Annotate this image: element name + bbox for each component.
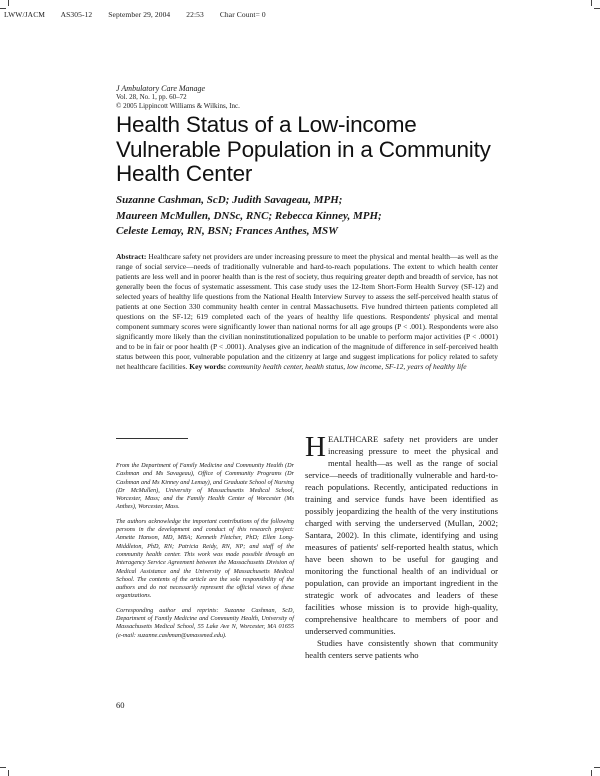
crop-mark — [594, 8, 600, 9]
journal-name: J Ambulatory Care Manage — [116, 84, 206, 93]
journal-volume: Vol. 28, No. 1, pp. 60–72 — [116, 93, 187, 101]
print-date: September 29, 2004 — [108, 10, 171, 19]
body-paragraph: Studies have consistently shown that community health centers serve patients who — [305, 638, 498, 660]
journal-copyright: © 2005 Lippincott Williams & Wilkins, Inc. — [116, 102, 240, 110]
journal-citation — [116, 84, 240, 111]
keywords-label: Key words: — [189, 362, 227, 371]
footnote-divider — [116, 438, 188, 439]
body-paragraph-text: EALTHCARE safety net providers are under increasing pressure to meet the physical and mental health—as well as the range of social service—needs of traditionally vulnerable and hard-to-reach populations. Recently, anticipated reductions in training and service funds have been identified as possibly jeopardizing the health of the very institutions charged with serving the underserved (Mullan, 2002; Santara, 2002). In this climate, identifying and using measures of patients' self-reported health status, which have been shown to be useful for gauging and monitoring the functional health of an individual or population, can provide an important ingredient in the strategic work of advocates and leaders of these facilities whose mission is to provide high-quality, comprehensive healthcare to members of poor and underserved communities. — [305, 434, 498, 636]
author-list — [116, 193, 516, 240]
crop-mark — [8, 0, 9, 6]
author-line: Celeste Lemay, RN, BSN; Frances Anthes, MSW — [116, 225, 338, 237]
page-number: 60 — [116, 700, 125, 710]
correspondence-paragraph: Corresponding author and reprints: Suzanne Cashman, ScD, Department of Family Medicine and Community Health, University of Massachusetts Medical School, 55 Lake Ave N, Worcester, MA 01655 (e-mail: suzanne.cashman@umassmed.edu). — [116, 606, 294, 639]
acknowledgment-paragraph: The authors acknowledge the important contributions of the following persons in the development and conduct of this research project: Annette Hanson, MD, MBA; Kenneth Fletcher, PhD; Ellen Long-Middleton, PhD, RN; Patricia Reidy, RN, NP; and staff of the community health center. This work was made possible through an Interagency Service Agreement between the Massachusetts Division of Medical Assistance and the University of Massachusetts Medical School. The contents of the article are the sole responsibility of the authors and do not necessarily represent the official views of these organizations. — [116, 517, 294, 600]
affiliation-paragraph: From the Department of Family Medicine and Community Health (Dr Cashman and Ms Savageau), Office of Community Programs (Dr Cashman and Ms Kinney and Lemay), and Graduate School of Nursing (Dr McMullen), University of Massachusetts Medical School, Worcester, Mass; and the Family Health Center of Worcester (Ms Anthes), Worcester, Mass. — [116, 462, 294, 511]
article-title: Health Status of a Low-income Vulnerable Population in a Community Health Center — [116, 112, 491, 186]
crop-mark — [591, 770, 592, 776]
crop-mark — [594, 767, 600, 768]
crop-mark — [0, 767, 6, 768]
keywords-text: community health center, health status, low income, SF-12, years of healthy life — [228, 362, 467, 371]
abstract-text: Healthcare safety net providers are under increasing pressure to meet the physical and mental health—as well as the range of social service—needs of traditionally vulnerable and hard-to-reach populations. The extent to which health center patients are less well and in poorer health than is the rest of society, thus requiring greater depth and breadth of service, has not generally been the focus of systematic assessment. This case study uses the 12-Item Short-Form Health Survey (SF-12) and selected years of healthy life questions from the National Health Interview Survey to assess the self-perceived health status of patients at one Section 330 community health center in central Massachusetts. Five hundred thirteen patients completed all questions on the SF-12; 619 completed each of the years of healthy life questions. Respondents' physical and mental component summary scores were significantly lower than national norms for all age groups (P < .001). Respondents were also significantly more likely than the civilian noninstitutionalized population to be unable to perform major activities (P < .0001) and to be in fair or poor health (P < .0001). Analyses give an indication of the magnitude of difference in self-perceived health status between this poor, vulnerable population and the citizenry at large and suggest implications for policy related to safety net healthcare facilities. — [116, 252, 499, 371]
print-time: 22:53 — [186, 10, 204, 19]
crop-mark — [591, 0, 592, 6]
abstract — [116, 252, 498, 372]
char-count: Char Count= 0 — [219, 10, 266, 19]
crop-mark — [0, 8, 6, 9]
abstract-label: Abstract: — [116, 252, 147, 261]
body-paragraph — [305, 433, 498, 637]
affiliation-notes — [116, 462, 294, 646]
author-line: Suzanne Cashman, ScD; Judith Savageau, MPH; — [116, 194, 343, 206]
author-line: Maureen McMullen, DNSc, RNC; Rebecca Kinney, MPH; — [116, 209, 382, 222]
body-text — [305, 433, 498, 661]
drop-cap: H — [305, 431, 326, 463]
print-header — [4, 10, 280, 19]
article-id: AS305-12 — [60, 10, 93, 19]
crop-mark — [8, 770, 9, 776]
publisher-code: LWW/JACM — [4, 10, 46, 19]
